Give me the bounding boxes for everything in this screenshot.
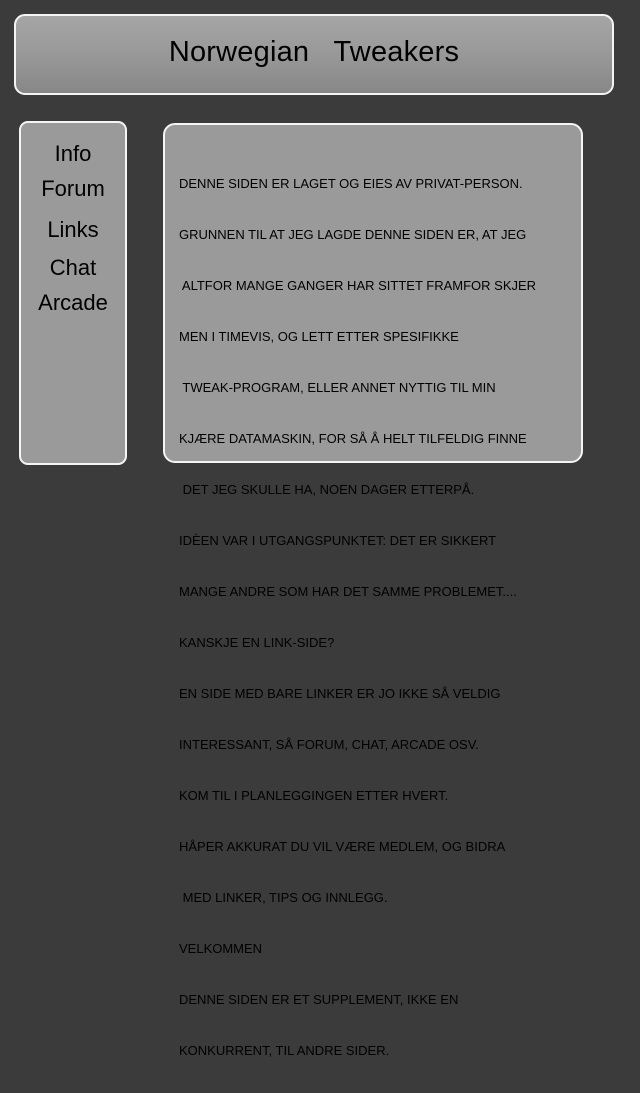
nav-menu: [19, 121, 127, 465]
content-line: MEN I TIMEVIS, OG LETT ETTER SPESIFIKKE: [179, 329, 459, 344]
content-line: KJÆRE DATAMASKIN, FOR SÅ Å HELT TILFELDIG FINNE: [179, 431, 527, 446]
header-banner: [14, 14, 614, 95]
content-line: KANSKJE EN LINK-SIDE?: [179, 635, 335, 650]
nav-link-forum[interactable]: Forum: [41, 176, 105, 201]
content-line: GRUNNEN TIL AT JEG LAGDE DENNE SIDEN ER, AT JEG: [179, 227, 527, 242]
content-line: IDÈEN VAR I UTGANGSPUNKTET: DET ER SIKKERT: [179, 533, 497, 548]
content-line: TWEAK-PROGRAM, ELLER ANNET NYTTIG TIL MIN: [179, 380, 496, 395]
content-line: DENNE SIDEN ER LAGET OG EIES AV PRIVAT-PERSON.: [179, 176, 523, 191]
content-line: DET JEG SKULLE HA, NOEN DAGER ETTERPÅ.: [179, 482, 475, 497]
content-line: KONKURRENT, TIL ANDRE SIDER.: [179, 1043, 390, 1058]
site-title: Norwegian Tweakers: [168, 36, 460, 68]
content-line: ALTFOR MANGE GANGER HAR SITTET FRAMFOR SKJER: [179, 278, 537, 293]
content-line: KOM TIL I PLANLEGGINGEN ETTER HVERT.: [179, 788, 449, 803]
content-line: MED LINKER, TIPS OG INNLEGG.: [179, 890, 388, 905]
content-line: VELKOMMEN: [179, 941, 263, 956]
content-line: MANGE ANDRE SOM HAR DET SAMME PROBLEMET....: [179, 584, 517, 599]
content-line: DENNE SIDEN ER ET SUPPLEMENT, IKKE EN: [179, 992, 459, 1007]
nav-link-arcade[interactable]: Arcade: [38, 290, 108, 315]
content-line: INTERESSANT, SÅ FORUM, CHAT, ARCADE OSV.: [179, 737, 479, 752]
nav-link-links[interactable]: Links: [47, 217, 99, 242]
content-line: HÅPER AKKURAT DU VIL VÆRE MEDLEM, OG BIDRA: [179, 839, 506, 854]
content-text: [179, 141, 536, 1093]
nav-link-chat[interactable]: Chat: [49, 255, 97, 280]
content-panel: [163, 123, 583, 1058]
nav-link-info[interactable]: Info: [54, 141, 92, 166]
content-line: EN SIDE MED BARE LINKER ER JO IKKE SÅ VELDIG: [179, 686, 501, 701]
